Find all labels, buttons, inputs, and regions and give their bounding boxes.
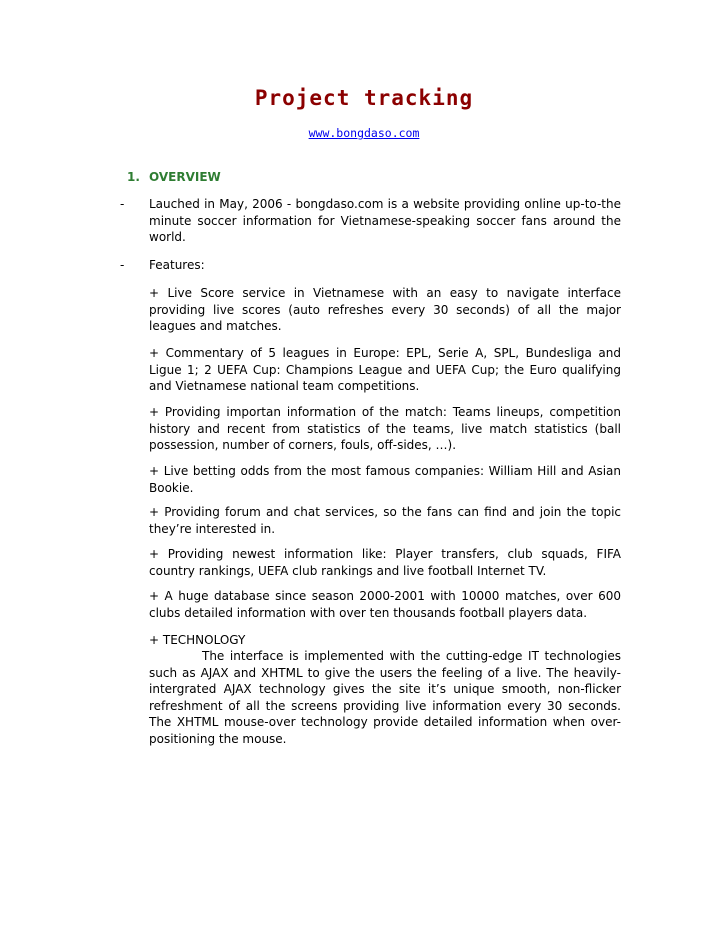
bullet-text: Lauched in May, 2006 - bongdaso.com is a website providing online up-to-the minute soccer information for Vietnamese-speaking soccer fans around the world. [149,197,621,244]
feature-match-info: + Providing importan information of the match: Teams lineups, competition history and recent from statistics of the teams, live match statistics (ball possession, number of corners, fouls, off-sides, …). [149,405,621,452]
feature-newest-info: + Providing newest information like: Player transfers, club squads, FIFA country rankings, UEFA club rankings and live football Internet TV. [149,547,621,578]
bullet-launch [120,196,621,246]
section-title: OVERVIEW [149,170,221,184]
feature-forum-chat: + Providing forum and chat services, so the fans can find and join the topic they’re interested in. [149,505,621,536]
technology-heading: + TECHNOLOGY [149,633,246,647]
bullet-dash: - [120,258,125,272]
bullet-text: Features: [149,258,205,272]
bullet-dash: - [120,197,125,211]
feature-database: + A huge database since season 2000-2001 with 10000 matches, over 600 clubs detailed information with over ten thousands football players data. [149,589,621,620]
section-number: 1. [127,170,140,184]
section-heading-overview [127,170,221,184]
bullet-features [120,257,621,274]
feature-live-score: + Live Score service in Vietnamese with an easy to navigate interface providing live scores (auto refreshes every 30 seconds) of all the major leagues and matches. [149,286,621,333]
site-link[interactable]: www.bongdaso.com [308,126,420,140]
page-title: Project tracking [254,86,474,110]
feature-betting-odds: + Live betting odds from the most famous companies: William Hill and Asian Bookie. [149,464,621,495]
technology-body: The interface is implemented with the cutting-edge IT technologies such as AJAX and XHTML to give the users the feeling of a live. The heavily-intergrated AJAX technology gives the site it’s unique smooth, non-flicker refreshment of all the screens providing live information every 30 seconds. The XHTML mouse-over technology provide detailed information when over-positioning the mouse. [149,649,621,746]
feature-commentary: + Commentary of 5 leagues in Europe: EPL, Serie A, SPL, Bundesliga and Ligue 1; 2 UEFA Cup: Champions League and UEFA Cup; the Euro qualifying and Vietnamese national team competitions. [149,346,621,393]
